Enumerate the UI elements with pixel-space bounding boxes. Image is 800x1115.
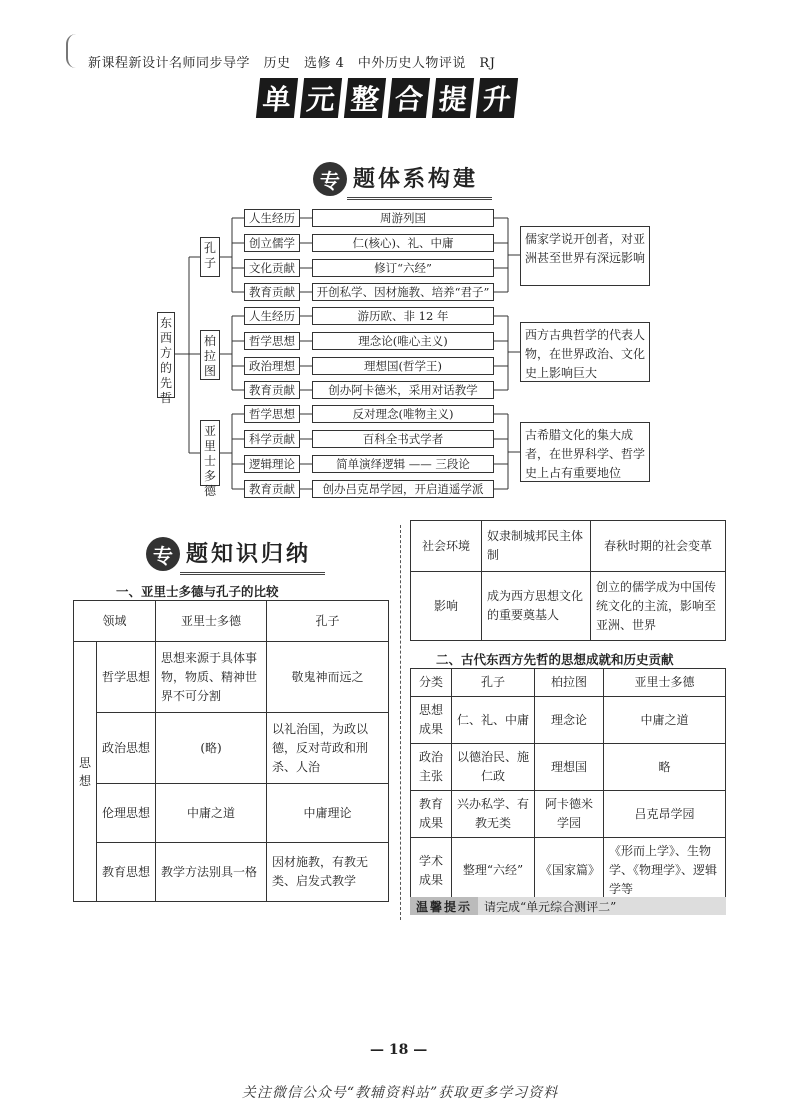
section-badge: 专 (146, 537, 180, 571)
table-row (74, 601, 389, 642)
table-cell: 政治主张 (411, 744, 452, 791)
diagram-category: 科学贡献 (244, 430, 300, 448)
diagram-category: 哲学思想 (244, 405, 300, 423)
table-row (74, 784, 389, 843)
table-row (411, 791, 726, 838)
diagram-content: 仁(核心)、礼、中庸 (312, 234, 494, 252)
table-cell: 敬鬼神而远之 (267, 642, 389, 713)
section-badge: 专 (313, 162, 347, 196)
diagram-category: 教育贡献 (244, 381, 300, 399)
table-cell: 政治思想 (97, 713, 156, 784)
table-cell: 教学方法别具一格 (156, 843, 267, 902)
table-cell: 仁、礼、中庸 (452, 697, 535, 744)
banner-char: 整 (344, 78, 386, 118)
comparison-table-continued (410, 520, 726, 641)
table-cell: 伦理思想 (97, 784, 156, 843)
table-row (411, 572, 726, 641)
table-header: 亚里士多德 (156, 601, 267, 642)
table-cell: 思想成果 (411, 697, 452, 744)
page-number: — 18 — (370, 1042, 428, 1058)
diagram-category: 教育贡献 (244, 480, 300, 498)
table-cell: 思想来源于具体事物，物质、精神世界不可分割 (156, 642, 267, 713)
table-cell: 略 (604, 744, 726, 791)
table-cell: (略) (156, 713, 267, 784)
diagram-content: 周游列国 (312, 209, 494, 227)
table-cell: 理想国 (535, 744, 604, 791)
table-cell: 社会环境 (411, 521, 482, 572)
diagram-content: 理念论(唯心主义) (312, 332, 494, 350)
diagram-content: 开创私学、因材施教、培养“君子” (312, 283, 494, 301)
diagram-category: 政治理想 (244, 357, 300, 375)
table-row (411, 697, 726, 744)
table-group-label: 思想 (74, 642, 97, 902)
table-row (411, 521, 726, 572)
table-row (74, 642, 389, 713)
table-cell: 整理“六经” (452, 838, 535, 904)
table-cell: 中庸之道 (156, 784, 267, 843)
banner-char: 元 (300, 78, 342, 118)
diagram-category: 哲学思想 (244, 332, 300, 350)
banner-char: 升 (476, 78, 518, 118)
table-header: 孔子 (267, 601, 389, 642)
table-header: 孔子 (452, 669, 535, 697)
diagram-group-aristotle: 亚里士多德 (200, 420, 220, 486)
column-divider (400, 525, 401, 920)
table-cell: 中庸之道 (604, 697, 726, 744)
table-cell: 影响 (411, 572, 482, 641)
table-header: 亚里士多德 (604, 669, 726, 697)
diagram-summary: 古希腊文化的集大成者，在世界科学、哲学史上占有重要地位 (520, 422, 650, 482)
diagram-root: 东西方的先哲 (157, 312, 175, 398)
diagram-content: 修订“六经” (312, 259, 494, 277)
banner-char: 单 (256, 78, 298, 118)
table1-title: 一、亚里士多德与孔子的比较 (116, 584, 279, 599)
diagram-group-confucius: 孔子 (200, 237, 220, 277)
table-cell: 成为西方思想文化的重要奠基人 (482, 572, 591, 641)
table-cell: 中庸理论 (267, 784, 389, 843)
diagram-content: 创办吕克昂学园，开启逍遥学派 (312, 480, 494, 498)
table-cell: 创立的儒学成为中国传统文化的主流，影响至亚洲、世界 (591, 572, 726, 641)
diagram-category: 文化贡献 (244, 259, 300, 277)
table-cell: 教育成果 (411, 791, 452, 838)
table-cell: 春秋时期的社会变革 (591, 521, 726, 572)
comparison-table (73, 600, 389, 902)
banner-char: 合 (388, 78, 430, 118)
diagram-category: 人生经历 (244, 209, 300, 227)
table-row (74, 843, 389, 902)
running-header: 新课程新设计名师同步导学 历史 选修 4 中外历史人物评说 RJ (88, 56, 496, 71)
diagram-summary: 儒家学说开创者，对亚洲甚至世界有深远影响 (520, 226, 650, 286)
table-header: 分类 (411, 669, 452, 697)
table-cell: 理念论 (535, 697, 604, 744)
diagram-content: 百科全书式学者 (312, 430, 494, 448)
table-cell: 《形而上学》、生物学、《物理学》、逻辑学等 (604, 838, 726, 904)
tip-message: 请完成“单元综合测评二” (484, 899, 617, 914)
footer-notice: 关注微信公众号“教辅资料站”获取更多学习资料 (241, 1085, 559, 1101)
diagram-content: 游历欧、非 12 年 (312, 307, 494, 325)
table-cell: 《国家篇》 (535, 838, 604, 904)
section-header-knowledge (146, 533, 325, 575)
table-row (411, 744, 726, 791)
diagram-content: 反对理念(唯物主义) (312, 405, 494, 423)
table-row (74, 713, 389, 784)
diagram-content: 理想国(哲学王) (312, 357, 494, 375)
diagram-category: 逻辑理论 (244, 455, 300, 473)
table-cell: 哲学思想 (97, 642, 156, 713)
diagram-summary: 西方古典哲学的代表人物，在世界政治、文化史上影响巨大 (520, 322, 650, 382)
tip-bar (410, 897, 726, 915)
diagram-content: 简单演绎逻辑 —— 三段论 (312, 455, 494, 473)
section-title: 题知识归纳 (180, 533, 325, 575)
table-cell: 吕克昂学园 (604, 791, 726, 838)
tip-label: 温馨提示 (410, 897, 478, 915)
diagram-content: 创办阿卡德米，采用对话教学 (312, 381, 494, 399)
table-cell: 兴办私学、有教无类 (452, 791, 535, 838)
diagram-category: 人生经历 (244, 307, 300, 325)
table-cell: 阿卡德米学园 (535, 791, 604, 838)
table-header: 柏拉图 (535, 669, 604, 697)
diagram-group-plato: 柏拉图 (200, 330, 220, 380)
table-cell: 奴隶制城邦民主体制 (482, 521, 591, 572)
table-row (411, 669, 726, 697)
table3-title: 二、古代东西方先哲的思想成就和历史贡献 (436, 652, 674, 667)
achievements-table (410, 668, 726, 904)
table-cell: 学术成果 (411, 838, 452, 904)
banner-char: 提 (432, 78, 474, 118)
diagram-category: 教育贡献 (244, 283, 300, 301)
section-title: 题体系构建 (347, 158, 492, 200)
table-header: 领域 (74, 601, 156, 642)
table-cell: 因材施教，有教无类、启发式教学 (267, 843, 389, 902)
table-cell: 以礼治国，为政以德，反对苛政和刑杀、人治 (267, 713, 389, 784)
table-row (411, 838, 726, 904)
table-cell: 教育思想 (97, 843, 156, 902)
table-cell: 以德治民、施仁政 (452, 744, 535, 791)
diagram-category: 创立儒学 (244, 234, 300, 252)
